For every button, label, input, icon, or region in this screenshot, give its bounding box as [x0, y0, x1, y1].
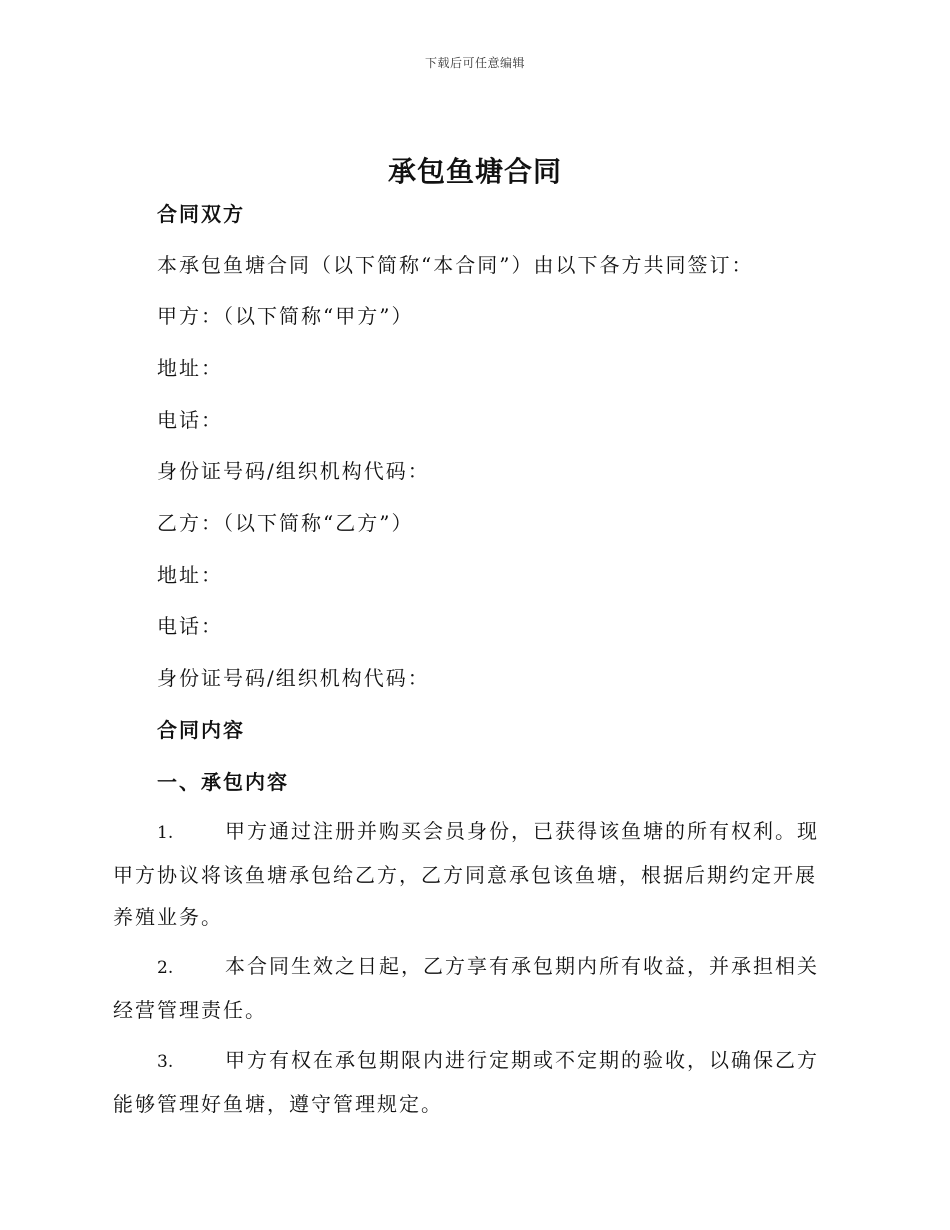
party-a-id: 身份证号码/组织机构代码： — [157, 459, 430, 483]
clause-text: 甲方有权在承包期限内进行定期或不定期的验收，以确保乙方能够管理好鱼塘，遵守管理规定。 — [113, 1048, 819, 1116]
party-b-id: 身份证号码/组织机构代码： — [157, 666, 430, 690]
clause-3 — [113, 1039, 835, 1125]
intro-text: 本承包鱼塘合同（以下简称“本合同”）由以下各方共同签订： — [157, 253, 754, 277]
content-heading: 合同内容 — [157, 718, 245, 742]
clause-text: 甲方通过注册并购买会员身份，已获得该鱼塘的所有权利。现甲方协议将该鱼塘承包给乙方，乙方同意承包该鱼塘，根据后期约定开展养殖业务。 — [113, 819, 819, 929]
party-a-label: 甲方：（以下简称“甲方”） — [157, 304, 414, 328]
clause-number: 2. — [157, 958, 174, 978]
party-a-phone: 电话： — [157, 408, 223, 432]
clause-2 — [113, 945, 835, 1031]
clause-text: 本合同生效之日起，乙方享有承包期内所有收益，并承担相关经营管理责任。 — [113, 954, 819, 1022]
clause-number: 1. — [157, 823, 174, 843]
party-a-address: 地址： — [157, 356, 223, 380]
document-title: 承包鱼塘合同 — [387, 155, 562, 188]
parties-heading: 合同双方 — [157, 202, 245, 226]
party-b-label: 乙方：（以下简称“乙方”） — [157, 511, 414, 535]
page-header-note: 下载后可任意编辑 — [424, 56, 525, 70]
section-1-heading: 一、承包内容 — [157, 770, 289, 794]
clause-number: 3. — [157, 1052, 174, 1072]
party-b-phone: 电话： — [157, 614, 223, 638]
party-b-address: 地址： — [157, 563, 223, 587]
clause-1 — [113, 810, 835, 938]
